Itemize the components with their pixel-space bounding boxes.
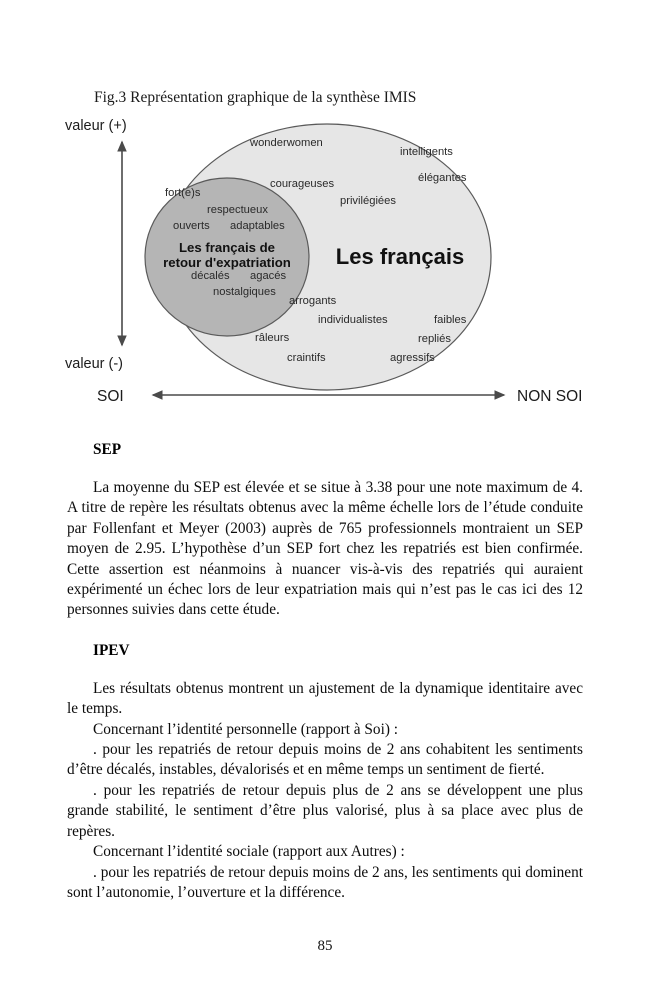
- inner-term: fort(e)s: [165, 187, 201, 199]
- value-negative-label: valeur (-): [65, 356, 124, 372]
- outer-term: intelligents: [400, 146, 453, 158]
- inner-term: respectueux: [207, 204, 268, 216]
- paragraph-ipev-1: Les résultats obtenus montrent un ajustement de la dynamique identitaire avec le temps.: [67, 679, 583, 718]
- inner-term: agacés: [250, 270, 287, 282]
- outer-term: râleurs: [255, 332, 290, 344]
- soi-label: SOI: [97, 388, 124, 405]
- paragraph-ipev-4: . pour les repatriés de retour depuis plus de 2 ans se développent une plus grande stabilité, le sentiment d’être plus valorisé, plus à sa place avec plus de repères.: [67, 781, 583, 840]
- outer-term: wonderwomen: [250, 137, 323, 149]
- outer-term: faibles: [434, 314, 467, 326]
- outer-term: courageuses: [270, 178, 335, 190]
- paragraph-ipev-2: Concernant l’identité personnelle (rapport à Soi) :: [93, 720, 398, 738]
- page-number: 85: [317, 938, 333, 954]
- inner-term: nostalgiques: [213, 286, 276, 298]
- body-text-column: [67, 440, 583, 903]
- figure-caption: Fig.3 Représentation graphique de la synthèse IMIS: [94, 89, 417, 106]
- outer-term: repliés: [418, 333, 451, 345]
- paragraph-ipev-3: . pour les repatriés de retour depuis moins de 2 ans cohabitent les sentiments d’être décalés, instables, dévalorisés et en même temps un sentiment de fierté.: [67, 741, 583, 779]
- inner-term: ouverts: [173, 220, 210, 232]
- outer-term: craintifs: [287, 352, 326, 364]
- value-positive-label: valeur (+): [65, 118, 127, 134]
- outer-term: élégantes: [418, 172, 467, 184]
- paragraph-ipev-5: Concernant l’identité sociale (rapport aux Autres) :: [93, 843, 405, 861]
- outer-term: individualistes: [318, 314, 388, 326]
- inner-term: décalés: [191, 270, 230, 282]
- paragraph-ipev-6: . pour les repatriés de retour depuis moins de 2 ans, les sentiments qui dominent sont l’autonomie, l’ouverture et la différence.: [67, 863, 583, 901]
- outer-set-title: Les français: [335, 244, 465, 269]
- paragraph-sep-1: La moyenne du SEP est élevée et se situe à 3.38 pour une note maximum de 4. A titre de repère les résultats obtenus avec la même échelle lors de l’étude conduite par Follenfant et Meyer (2003) auprès de 765 professionnels montraient un SEP moyen de 2.95. L’hypothèse d’un SEP fort chez les repatriés est bien confirmée. Cette assertion est néanmoins à nuancer vis-à-vis des repatriés qui auraient expérimenté un échec lors de leur expatriation mais qui n’est pas le cas ici des 12 personnes suivies dans cette étude.: [67, 479, 583, 619]
- inner-set-title-line1: Les français de: [178, 240, 276, 255]
- outer-term: arrogants: [289, 295, 337, 307]
- outer-term: agressifs: [390, 352, 435, 364]
- inner-term: adaptables: [230, 220, 285, 232]
- venn-diagram-svg: [55, 112, 615, 412]
- inner-set-title-line2: retour d'expatriation: [163, 255, 291, 270]
- imis-venn-figure: [55, 112, 615, 412]
- outer-term: privilégiées: [340, 195, 396, 207]
- section-heading-sep: SEP: [93, 441, 122, 458]
- section-heading-ipev: IPEV: [93, 641, 130, 659]
- non-soi-label: NON SOI: [517, 388, 583, 405]
